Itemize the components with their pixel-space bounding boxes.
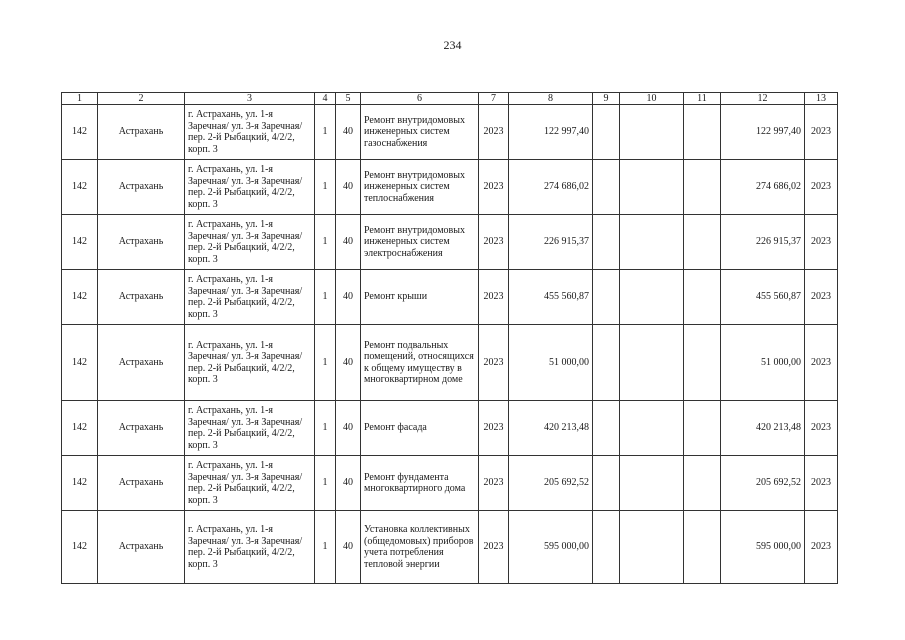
col-9 (593, 105, 620, 160)
work-type: Ремонт крыши (361, 270, 479, 325)
work-type: Ремонт фундамента многоквартирного дома (361, 456, 479, 511)
col-11 (684, 270, 721, 325)
column-number: 10 (620, 93, 684, 105)
col-11 (684, 215, 721, 270)
row-number: 142 (62, 325, 98, 401)
municipality: Астрахань (98, 160, 185, 215)
completion-year: 2023 (805, 160, 838, 215)
year: 2023 (479, 401, 509, 456)
column-number: 9 (593, 93, 620, 105)
column-number: 8 (509, 93, 593, 105)
work-type: Ремонт фасада (361, 401, 479, 456)
col-11 (684, 401, 721, 456)
cost-fund: 455 560,87 (721, 270, 805, 325)
col-10 (620, 270, 684, 325)
cost-fund: 274 686,02 (721, 160, 805, 215)
completion-year: 2023 (805, 215, 838, 270)
col-4: 1 (315, 270, 336, 325)
municipality: Астрахань (98, 401, 185, 456)
row-number: 142 (62, 456, 98, 511)
table-row (62, 160, 838, 215)
address: г. Астрахань, ул. 1-я Заречная/ ул. 3-я Заречная/ пер. 2-й Рыбацкий, 4/2/2, корп. 3 (185, 215, 315, 270)
work-type: Установка коллективных (общедомовых) приборов учета потребления тепловой энергии (361, 511, 479, 584)
completion-year: 2023 (805, 511, 838, 584)
col-9 (593, 215, 620, 270)
work-type: Ремонт внутридомовых инженерных систем электроснабжения (361, 215, 479, 270)
row-number: 142 (62, 215, 98, 270)
col-9 (593, 160, 620, 215)
cost-total: 455 560,87 (509, 270, 593, 325)
col-9 (593, 270, 620, 325)
column-number: 2 (98, 93, 185, 105)
table-row (62, 105, 838, 160)
col-9 (593, 511, 620, 584)
year: 2023 (479, 270, 509, 325)
table-row (62, 456, 838, 511)
year: 2023 (479, 456, 509, 511)
row-number: 142 (62, 105, 98, 160)
page-number: 234 (443, 38, 462, 52)
address: г. Астрахань, ул. 1-я Заречная/ ул. 3-я Заречная/ пер. 2-й Рыбацкий, 4/2/2, корп. 3 (185, 511, 315, 584)
col-5: 40 (336, 401, 361, 456)
col-5: 40 (336, 215, 361, 270)
completion-year: 2023 (805, 456, 838, 511)
address: г. Астрахань, ул. 1-я Заречная/ ул. 3-я Заречная/ пер. 2-й Рыбацкий, 4/2/2, корп. 3 (185, 456, 315, 511)
col-5: 40 (336, 105, 361, 160)
cost-fund: 205 692,52 (721, 456, 805, 511)
cost-fund: 226 915,37 (721, 215, 805, 270)
cost-fund: 51 000,00 (721, 325, 805, 401)
cost-total: 226 915,37 (509, 215, 593, 270)
table-row (62, 511, 838, 584)
completion-year: 2023 (805, 401, 838, 456)
cost-total: 274 686,02 (509, 160, 593, 215)
column-number: 6 (361, 93, 479, 105)
col-11 (684, 511, 721, 584)
column-number: 7 (479, 93, 509, 105)
municipality: Астрахань (98, 456, 185, 511)
address: г. Астрахань, ул. 1-я Заречная/ ул. 3-я Заречная/ пер. 2-й Рыбацкий, 4/2/2, корп. 3 (185, 325, 315, 401)
col-10 (620, 456, 684, 511)
col-4: 1 (315, 511, 336, 584)
municipality: Астрахань (98, 325, 185, 401)
cost-total: 420 213,48 (509, 401, 593, 456)
cost-total: 595 000,00 (509, 511, 593, 584)
municipality: Астрахань (98, 105, 185, 160)
work-type: Ремонт внутридомовых инженерных систем газоснабжения (361, 105, 479, 160)
table-row (62, 270, 838, 325)
column-number: 3 (185, 93, 315, 105)
year: 2023 (479, 325, 509, 401)
repair-program-table (61, 92, 838, 584)
address: г. Астрахань, ул. 1-я Заречная/ ул. 3-я Заречная/ пер. 2-й Рыбацкий, 4/2/2, корп. 3 (185, 401, 315, 456)
address: г. Астрахань, ул. 1-я Заречная/ ул. 3-я Заречная/ пер. 2-й Рыбацкий, 4/2/2, корп. 3 (185, 105, 315, 160)
cost-fund: 420 213,48 (721, 401, 805, 456)
col-4: 1 (315, 456, 336, 511)
municipality: Астрахань (98, 270, 185, 325)
col-4: 1 (315, 325, 336, 401)
cost-total: 51 000,00 (509, 325, 593, 401)
col-9 (593, 456, 620, 511)
row-number: 142 (62, 270, 98, 325)
col-5: 40 (336, 456, 361, 511)
completion-year: 2023 (805, 105, 838, 160)
table-row (62, 215, 838, 270)
col-5: 40 (336, 325, 361, 401)
column-number: 5 (336, 93, 361, 105)
address: г. Астрахань, ул. 1-я Заречная/ ул. 3-я Заречная/ пер. 2-й Рыбацкий, 4/2/2, корп. 3 (185, 270, 315, 325)
work-type: Ремонт внутридомовых инженерных систем теплоснабжения (361, 160, 479, 215)
col-4: 1 (315, 215, 336, 270)
col-5: 40 (336, 160, 361, 215)
cost-total: 205 692,52 (509, 456, 593, 511)
year: 2023 (479, 105, 509, 160)
row-number: 142 (62, 160, 98, 215)
table-row (62, 401, 838, 456)
cost-fund: 122 997,40 (721, 105, 805, 160)
work-type: Ремонт подвальных помещений, относящихся к общему имуществу в многоквартирном доме (361, 325, 479, 401)
cost-fund: 595 000,00 (721, 511, 805, 584)
col-5: 40 (336, 511, 361, 584)
col-10 (620, 215, 684, 270)
column-number-row (62, 93, 838, 105)
completion-year: 2023 (805, 325, 838, 401)
column-number: 1 (62, 93, 98, 105)
col-9 (593, 401, 620, 456)
cost-total: 122 997,40 (509, 105, 593, 160)
col-11 (684, 325, 721, 401)
row-number: 142 (62, 401, 98, 456)
col-10 (620, 401, 684, 456)
col-10 (620, 160, 684, 215)
col-10 (620, 325, 684, 401)
year: 2023 (479, 160, 509, 215)
col-11 (684, 105, 721, 160)
col-10 (620, 511, 684, 584)
year: 2023 (479, 511, 509, 584)
row-number: 142 (62, 511, 98, 584)
municipality: Астрахань (98, 511, 185, 584)
col-4: 1 (315, 160, 336, 215)
col-11 (684, 456, 721, 511)
col-9 (593, 325, 620, 401)
col-10 (620, 105, 684, 160)
table-row (62, 325, 838, 401)
address: г. Астрахань, ул. 1-я Заречная/ ул. 3-я Заречная/ пер. 2-й Рыбацкий, 4/2/2, корп. 3 (185, 160, 315, 215)
municipality: Астрахань (98, 215, 185, 270)
col-4: 1 (315, 105, 336, 160)
column-number: 11 (684, 93, 721, 105)
col-11 (684, 160, 721, 215)
year: 2023 (479, 215, 509, 270)
column-number: 13 (805, 93, 838, 105)
col-5: 40 (336, 270, 361, 325)
column-number: 4 (315, 93, 336, 105)
completion-year: 2023 (805, 270, 838, 325)
column-number: 12 (721, 93, 805, 105)
col-4: 1 (315, 401, 336, 456)
